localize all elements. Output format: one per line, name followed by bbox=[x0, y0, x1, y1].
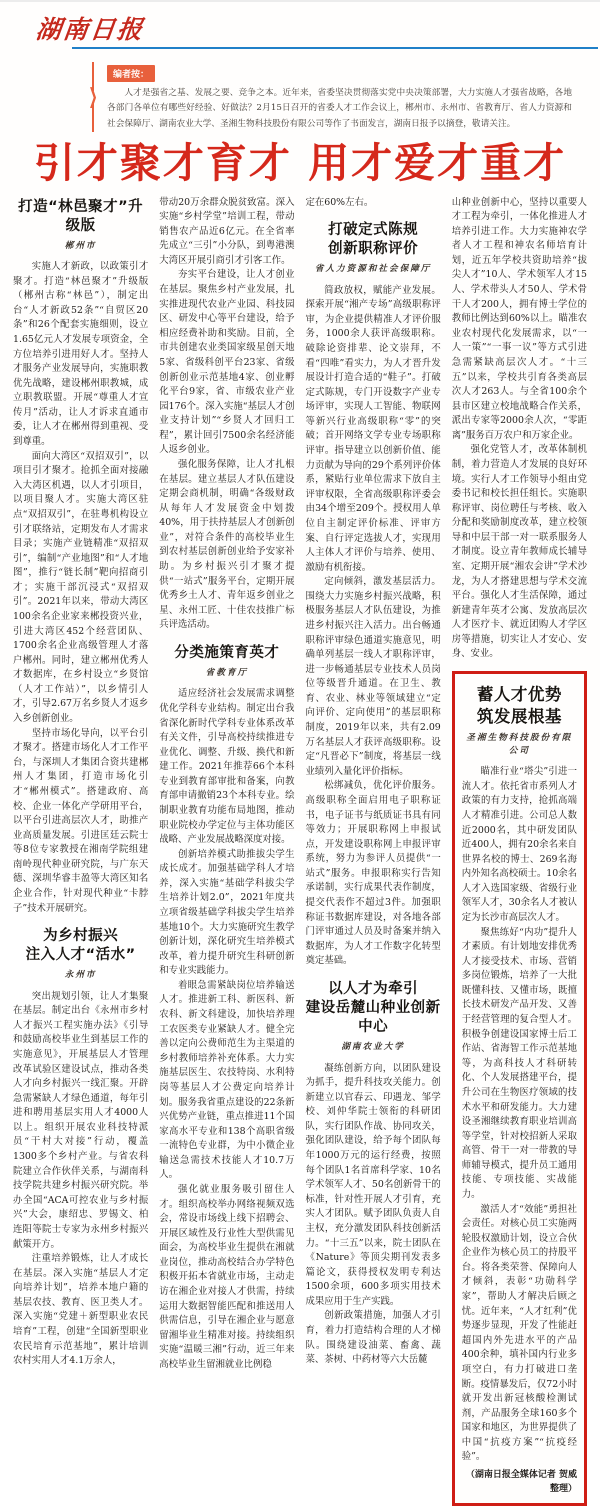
paragraph: 夯实平台建设，让人才创业在基层。聚焦乡村产业发展，扎实推进现代农业产业园、科技园区、研发中心等平台建设，给予相应经费补助和奖励。目前，全市共创建农业类国家级星创天地5家、省级科创平台23家、省级创新创业示范基地4家、创业孵化平台9家，省、市级农业产业园176个。深入实施“基层人才创业支持计划”“乡贤人才回归工程”，累计回引7500余名经济能人返乡创业。 bbox=[159, 269, 295, 456]
masthead-rule bbox=[72, 47, 598, 49]
article-org: 省人力资源和社会保障厅 bbox=[314, 264, 432, 275]
article-title: 打破定式陈规 创新职称评价 bbox=[328, 222, 419, 258]
paragraph: 激活人才“效能”勇担社会责任。对核心员工实施两轮股权激励计划，设立合伙企业作为核心员工的持股平台。将各类荣誉、保障向人才倾斜，表彰“功勋科学家”，帮助人才解决后顾之忧。近年来，“人才红利”优势逐步显现，开发了性能赶超国内外先进水平的产品400余种，填补国内行业多项空白，有力打破进口垄断。疫情暴发后，仅72小时就开发出新冠核酸检测试剂，产品服务全球160多个国家和地区，为世界提供了中国“抗疫方案”“抗疫经验”。 bbox=[461, 1203, 577, 1463]
paragraph: 简政放权，赋能产业发展。探索开展“湘产专场”高级职称评审，为企业提供精准人才评价服务，1000余人获评高级职称。破除论资排辈、论文崇拜，不看“四唯”看实力，为人才晋升发展设计打造合适的“鞋子”。打破定式陈规，专门开设数字产业专场评审，实现人工智能、物联网等新兴行业高级职称“零”的突破；首开网络文学专业专场职称评审。指导建立以创新价值、能力贡献为导向的29个系列评价体系，紧贴行业单位需求下放自主评审权限，全省高级职称评委会由34个增至209个。授权用人单位自主制定评价标准、评审方案、自行评定选拔人才，实现用人主体人才评价与培养、使用、激励有机衔接。 bbox=[305, 284, 441, 573]
paragraph: 凝练创新方向，以团队建设为抓手，提升科技攻关能力。创新建立以官春云、印遇龙、邹学校、刘仲华院士领衔的科研团队，实行团队作战、协同攻关，强化团队建设，给予每个团队每年1000万元的运行经费，按照每个团队1名首席科学家、10名学术领军人才、50名创新骨干的标准，针对性开展人才引育，充实人才团队。赋予团队负责人自主权，充分激发团队科技创新活力。“十三五”以来，院士团队在《Nature》等顶尖期刊发表多篇论文，获得授权发明专利达1500余项，600多项实用技术成果应用于生产实践。 bbox=[305, 1062, 441, 1307]
paragraph: 突出规划引领，让人才集聚在基层。制定出台《永州市乡村人才振兴工程实施办法》《引导和鼓励高校毕业生到基层工作的实施意见》，开展基层人才管理改革试验区建设试点，推动各类人才向乡村振兴一线汇聚。开辟急需紧缺人才绿色通道，每年引进和聘用基层实用人才4000人以上。组织开展农业科技特派员“干村大对接”行动，覆盖1300多个乡村产业。与省农科院建立合作伙伴关系，与湖南科技学院共建乡村振兴研究院。举办全国“ACA可控农业与乡村振兴”大会，康绍忠、罗锡文、柏连阳等院士专家为永州乡村振兴献策开方。 bbox=[13, 990, 149, 1250]
article-org: 永州市 bbox=[64, 970, 97, 981]
paragraph-continued: 带动20万余群众脱贫致富。深入实施“乡村学堂”培训工程，带动销售农产品近6亿元。在全省率先成立“三引”小分队，到粤港澳大湾区开展引商引才引客工作。 bbox=[159, 196, 295, 266]
article-org: 圣湘生物科技股份有限公司 bbox=[466, 732, 573, 756]
masthead bbox=[0, 2, 600, 49]
editor-note-label: 编者按： bbox=[107, 65, 155, 82]
article-org: 湖南农业大学 bbox=[341, 1042, 405, 1053]
paragraph: 强化就业服务吸引留住人才。组织高校举办网络视频双选会，常设市场线上线下招聘会、开展区域性及行业性大型供需见面会，为高校毕业生提供在湘就业岗位，推动高校结合办学特色积极开拓本省就业市场，主动走访在湘企业对接人才供需，持续运用大数据智能匹配和推送用人供需信息，引导在湘企业与愿意留湘毕业生精准对接。持续组织实施“温暖三湘”行动，近三年来高校毕业生留湘就业比例稳 bbox=[159, 1184, 295, 1370]
article-org: 郴州市 bbox=[64, 240, 97, 251]
article-title: 以人才为牵引 建设岳麓山种业创新中心 bbox=[305, 980, 441, 1036]
byline: （湖南日报全媒体记者 贺威 整理） bbox=[465, 1469, 577, 1494]
paragraph: 聚焦练好“内功”提升人才素质。有计划地安排优秀人才接受技术、市场、营销多岗位锻炼，培养了一大批既懂科技、又懂市场，既擅长技术研发产品开发、又善于经营管理的复合型人才。积极争创建设国家博士后工作站、省海智工作示范基地等，为高科技人才科研转化、个人发展搭建平台，提升公司在生物医疗领域的技术水平和研发能力。大力建设圣湘继续教育职业培训高等学堂，针对校招新人采取高管、骨干一对一带教的导师辅导模式，提升员工通用技能、专项技能、实战能力。 bbox=[461, 926, 577, 1200]
paragraph: 创新政策措施，加强人才引育，着力打造结构合理的人才梯队。围绕建设油菜、畜禽、蔬菜、茶树、中药材等六大岳麓 bbox=[305, 1310, 441, 1366]
column-1 bbox=[13, 196, 148, 1506]
article-title: 为乡村振兴 注入人才“活水” bbox=[25, 928, 136, 964]
paragraph: 创新培养模式助推拔尖学生成长成才。加强基础学科人才培养，深入实施“基础学科拔尖学生培养计划2.0”，2021年度共立项省级基础学科拔尖学生培养基地10个。大力实施研究生教学创新计划，深化研究生培养模式改革，着力提升研究生科研创新和专业实践能力。 bbox=[159, 848, 295, 977]
paragraph: 适应经济社会发展需求调整优化学科专业结构。制定出台我省深化新时代学科专业体系改革有关文件，引导高校持续推进专业优化、调整、升级、换代和新建工作。2021年推荐66个本科专业到教育部审批和备案，向教育部申请撤销23个本科专业。绘制职业教育功能布局地图，推动职业院校办学定位与主体功能区战略、产业发展战略深度对接。 bbox=[159, 688, 295, 846]
article-org: 省教育厅 bbox=[205, 668, 249, 679]
editor-note-bracket-icon: ❯ bbox=[88, 62, 98, 133]
editor-note bbox=[88, 62, 572, 133]
column-2 bbox=[159, 196, 294, 1506]
paragraph: 松绑减负，优化评价服务。高级职称全面启用电子职称证书，电子证书与纸质证书具有同等效力；开展职称网上申报试点，开发建设职称网上申报评审系统，努力为参评人员提供“一站式”服务。申报职称实行告知承诺制，实行成果代表作制度，提交代表作不超过3件。加强职称证书数据库建设，对各地各部门评审通过人员及时备案并纳入数据库，为人才工作数字化转型奠定基础。 bbox=[305, 780, 441, 967]
paragraph-continued: 山种业创新中心，坚持以重要人才工程为牵引，一体化推进人才培养引进工作。大力实施神农学者人才工程和神农名师培育计划，近五年学校共资助培养“拔尖人才”10人、学术领军人才15人、学术带头人才50人、学术骨干人才200人，拥有博士学位的教师比例达到60%以上。瞄准农业农村现代化发展需求，以“一人一策”“一事一议”等方式引进急需紧缺高层次人才。“十三五”以来，学校共引育各类高层次人才263人。与全省100余个县市区建立校地战略合作关系，派出专家等2000余人次，“零距离”服务百万农户和万家企业。 bbox=[451, 196, 587, 441]
paragraph: 注重培养锻炼，让人才成长在基层。深入实施“基层人才定向培养计划”，培养本地户籍的基层农技、教育、医卫类人才。深入实施“党建＋新型职业农民培育”工程，创建“全国新型职业农民培育示范基地”，累计培训农村实用人才4.1万余人， bbox=[13, 1253, 149, 1367]
main-headline: 引才聚才育才 用才爱才重才 bbox=[33, 139, 567, 188]
paragraph-continued: 定在60%左右。 bbox=[305, 196, 374, 208]
paragraph: 强化服务保障，让人才扎根在基层。建立基层人才队伍建设定期会商机制，明确“各级财政从每年人才发展资金中划拨40%，用于扶持基层人才创新创业”，对符合条件的高校毕业生到农村基层创新创业给予安家补助。为乡村振兴引才聚才提供“一站式”服务平台，定期开展优秀乡土人才、青年返乡创业之星、永州工匠、十佳农技推广标兵评选活动。 bbox=[159, 458, 295, 631]
paragraph: 面向大湾区“双招双引”，以项目引才聚才。抢抓全面对接融入大湾区机遇，以人才引项目，以项目聚人才。实施大湾区驻点“双招双引”，在驻粤机构设立引才联络站，定期发布人才需求目录；实施产业链精准“双招双引”，编制“产业地图”和“人才地图”，推行“链长制”靶向招商引才；实施干部沉浸式“双招双引”。2021年以来，带动大湾区100余名企业家来郴投资兴业，引进大湾区452个经营团队、1700余名企业高级管理人才落户郴州。同时，建立郴州优秀人才数据库，在乡村设立“乡贤馆（人才工作站）”，以乡情引人才，引导2.67万名乡贤人才返乡入乡创新创业。 bbox=[13, 450, 149, 725]
article-title: 打造“林邑聚才”升级版 bbox=[18, 198, 144, 234]
paragraph: 坚持市场化导向，以平台引才聚才。搭建市场化人才工作平台，与深圳人才集团合资共建郴州人才集团，打造市场化引才“郴州模式”。搭建政府、高校、企业一体化产学研用平台，以平台引进高层次人才，助推产业高质量发展。引进匡廷云院士等8位专家教授在湘南学院组建南岭现代种业研究院，与广东天德、深圳华睿丰盈等大湾区知名企业合作，针对现代种业“卡脖子”技术开展研究。 bbox=[13, 727, 149, 914]
article-title: 蓄人才优势 筑发展根基 bbox=[476, 685, 562, 726]
paragraph: 定向倾斜，激发基层活力。围绕大力实施乡村振兴战略，积极服务基层人才队伍建设，为推进乡村振兴注入活力。出台畅通职称评审绿色通道实施意见，明确单列基层一线人才职称评审，进一步畅通基层专业技术人员岗位等级晋升通道。在卫生、教育、农业、林业等领域建立“定向评价、定向使用”的基层职称制度，2019年以来，共有2.09万名基层人才获评高级职称。设定“凡晋必下”制度，将基层一线业绩列入量化评价指标。 bbox=[305, 576, 441, 777]
paragraph: 瞄准行业“塔尖”引进一流人才。依托省市系列人才政策的有力支持，抢抓高端人才精准引进。公司总人数近2000名，其中研发团队近400人，拥有20余名来自世界名校的博士、269名海内外知名高校硕士。10余名人才入选国家级、省级行业领军人才，30余名人才被认定为长沙市高层次人才。 bbox=[461, 766, 577, 923]
article-columns bbox=[0, 196, 600, 1494]
featured-article-box bbox=[452, 671, 587, 1506]
article-title: 分类施策育英才 bbox=[174, 644, 280, 661]
column-4 bbox=[452, 196, 587, 1506]
paragraph: 着眼急需紧缺岗位培养输送人才。推进新工科、新医科、新农科、新文科建设，加快培养理工农医类专业紧缺人才。健全完善以定向公费师范生为主渠道的乡村教师培养补充体系。大力实施基层医生、农技特岗、水利特岗等基层人才公费定向培养计划。服务我省重点建设的22条新兴优势产业链，重点推进11个国家高水平专业和138个高职省级一流特色专业群，为中小微企业输送急需技术技能人才10.7万人。 bbox=[159, 979, 295, 1181]
paragraph: 实施人才新政，以政策引才聚才。打造“林邑聚才”升级版（郴州古称“林邑”），制定出台“人才新政52条”“自贸区20条”和26个配套实施细则，设立1.65亿元人才发展专项资金，全方位培养引进用好人才。坚持人才服务产业发展导向，实施职教优先战略，建设郴州职教城，成立职教联盟。开展“尊重人才宣传月”活动，让人才诉求直通市委，让人才在郴州得到重视、受到尊重。 bbox=[13, 261, 149, 448]
newspaper-logo: 湖南日报 bbox=[34, 15, 146, 44]
editor-note-text: 人才是强省之基、发展之要、竞争之本。近年来，省委坚决贯彻落实党中央决策部署，大力实施人才强省战略，各地各部门各单位有哪些好经验、好做法？2月15日召开的省委人才工作会议上，郴州市、永州市、省教育厅、省人力资源和社会保障厅、湖南农业大学、圣湘生物科技股份有限公司等作了书面发言，湖南日报予以摘登，敬请关注。 bbox=[107, 87, 572, 129]
paragraph: 强化党管人才，改革体制机制，着力营造人才发展的良好环境。实行人才工作领导小组由党委书记和校长担任组长。实施职称评审、岗位聘任与考核、收入分配和奖励制度改革，建立校领导和中层干部一对一联系服务人才制度。设立青年教师成长辅导室、定期开展“湘农会讲”学术沙龙，为人才搭建思想与学术交流平台。强化人才生活保障，通过新建青年英才公寓、发放高层次人才医疗卡、就近团购人才学区房等措施，切实让人才安心、安身、安业。 bbox=[451, 444, 587, 660]
column-3 bbox=[306, 196, 441, 1506]
